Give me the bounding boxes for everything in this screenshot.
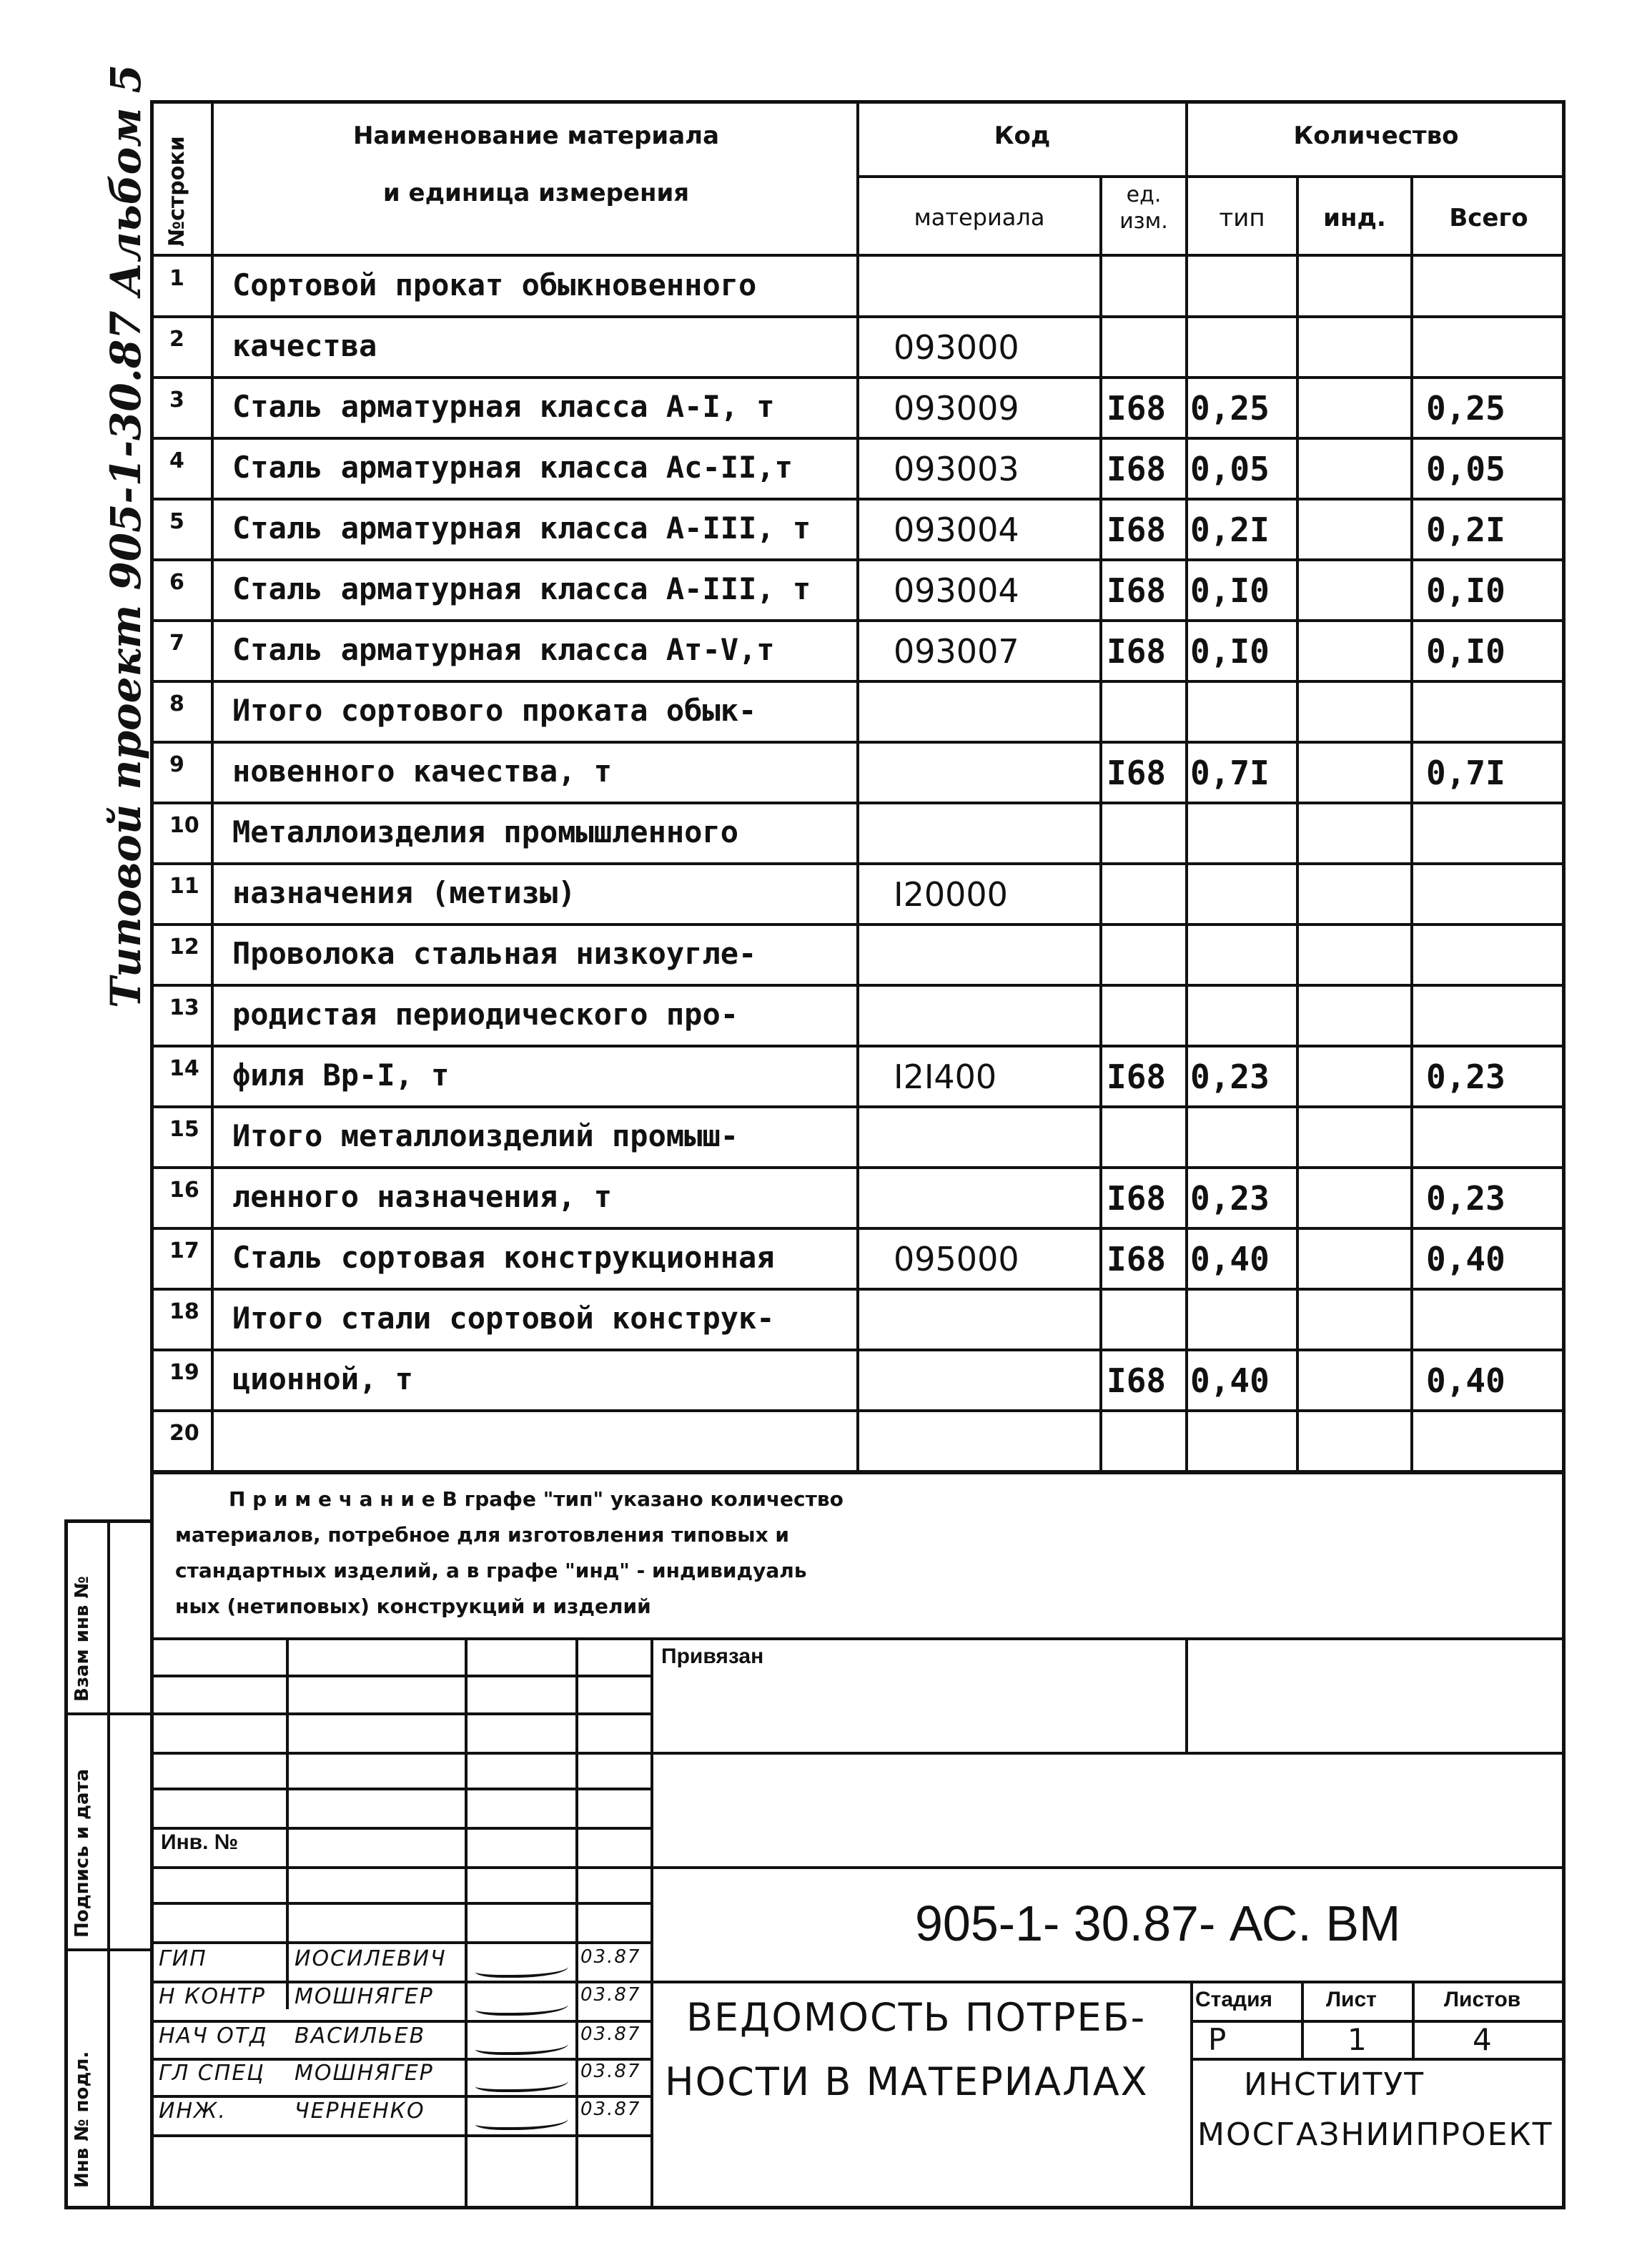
stamp-line-org (1190, 2058, 1566, 2061)
row-divider (150, 376, 1566, 379)
stamp-title-line1: ВЕДОМОСТЬ ПОТРЕБ- (686, 1995, 1147, 2040)
signer-date: 03.87 (580, 1984, 641, 2006)
row-code: 095000 (894, 1240, 1019, 1278)
row-divider (150, 923, 1566, 926)
row-name: ленного назначения, т (232, 1179, 613, 1214)
row-code: 093007 (894, 632, 1019, 671)
row-unit: I68 (1107, 511, 1167, 549)
col-line-2 (856, 100, 859, 1473)
row-total: 0,23 (1426, 1058, 1505, 1096)
row-divider (150, 437, 1566, 440)
stamp-top-line (150, 1637, 1566, 1640)
stamp-line-8 (150, 1941, 651, 1944)
row-type: 0,2I (1190, 511, 1270, 549)
left-strip-signature-date: Подпись и дата (71, 1768, 93, 1938)
row-type: 0,7I (1190, 754, 1270, 792)
row-code: 093003 (894, 450, 1019, 488)
row-code: 093004 (894, 571, 1019, 610)
row-name: Сталь арматурная класса Ас-II,т (232, 450, 793, 485)
header-row-no (152, 100, 212, 254)
signer-name: МОШНЯГЕР (295, 2061, 434, 2086)
row-divider (150, 1227, 1566, 1230)
stamp-sheet-value: 1 (1347, 2022, 1368, 2057)
left-strip-divider (107, 1519, 110, 2209)
row-number: 12 (169, 935, 199, 960)
left-strip-inv-subst: Взам инв № (71, 1576, 93, 1702)
row-unit: I68 (1107, 389, 1167, 428)
row-name: Сталь арматурная класса А-I, т (232, 389, 775, 424)
row-code: 093000 (894, 328, 1019, 367)
row-number: 2 (169, 327, 184, 352)
left-strip-inv-orig: Инв № подл. (71, 2051, 93, 2188)
stamp-line-12 (150, 2095, 651, 2098)
header-row-no-label: №строки (164, 136, 189, 247)
stamp-line-13 (150, 2134, 651, 2137)
stamp-sheet-label: Лист (1326, 1988, 1377, 2011)
row-divider (150, 680, 1566, 683)
row-divider (150, 619, 1566, 622)
left-strip-sep-1 (64, 1712, 150, 1715)
row-number: 6 (169, 570, 184, 595)
signer-name: ИОСИЛЕВИЧ (295, 1946, 447, 1971)
row-type: 0,40 (1190, 1361, 1270, 1400)
note-line1: П р и м е ч а н и е В графе "тип" указано количество (229, 1487, 844, 1511)
stamp-org-line1: ИНСТИТУТ (1244, 2066, 1425, 2103)
note-line3: стандартных изделий, а в графе "инд" - индивидуаль (175, 1559, 807, 1582)
stamp-line-10 (150, 2020, 651, 2023)
header-qty: Количество (1293, 122, 1459, 150)
signer-date: 03.87 (580, 2061, 641, 2082)
row-type: 0,40 (1190, 1240, 1270, 1278)
row-type: 0,25 (1190, 389, 1270, 428)
col-line-6 (1410, 175, 1413, 1473)
row-number: 20 (169, 1421, 199, 1446)
row-total: 0,25 (1426, 389, 1505, 428)
row-total: 0,40 (1426, 1361, 1505, 1400)
note-line4: ных (нетиповых) конструкций и изделий (175, 1594, 651, 1618)
row-name: назначения (метизы) (232, 875, 576, 910)
row-name: Итого металлоизделий промыш- (232, 1118, 739, 1153)
stamp-line-1 (150, 1675, 651, 1677)
row-name: Проволока стальная низкоугле- (232, 936, 757, 971)
signer-role: ГИП (159, 1946, 207, 1971)
side-title: Типовой проект 905-1-30.87 Альбом 5 (102, 64, 150, 1008)
row-divider (150, 862, 1566, 865)
signer-role: Н КОНТР (159, 1984, 266, 2009)
row-name: Сталь арматурная класса А-III, т (232, 571, 811, 606)
row-unit: I68 (1107, 1240, 1167, 1278)
stamp-line-9 (150, 1981, 1566, 1983)
row-divider (150, 1288, 1566, 1291)
header-qty-ind: инд. (1323, 204, 1386, 232)
row-number: 8 (169, 691, 184, 716)
row-total: 0,7I (1426, 754, 1505, 792)
stamp-line-3 (150, 1752, 1566, 1755)
signer-date: 03.87 (580, 1946, 641, 1968)
stamp-line-2 (150, 1712, 651, 1715)
row-code: 093004 (894, 511, 1019, 549)
row-number: 18 (169, 1299, 199, 1324)
row-number: 3 (169, 388, 184, 413)
row-divider (150, 1166, 1566, 1169)
row-type: 0,I0 (1190, 632, 1270, 671)
stamp-vline-e (1185, 1637, 1188, 1752)
header-code-material: материала (914, 204, 1045, 231)
stamp-line-7 (150, 1902, 651, 1905)
row-number: 17 (169, 1238, 199, 1263)
signer-date: 03.87 (580, 2023, 641, 2045)
signer-name: МОШНЯГЕР (295, 1984, 434, 2009)
stamp-org-line2: МОСГАЗНИИПРОЕКТ (1197, 2116, 1553, 2153)
row-type: 0,I0 (1190, 571, 1270, 610)
row-type: 0,23 (1190, 1179, 1270, 1218)
header-sub-line (858, 175, 1566, 178)
row-name: Сортовой прокат обыкновенного (232, 267, 757, 302)
stamp-sheets-label: Листов (1444, 1988, 1521, 2011)
note-line2: материалов, потребное для изготовления типовых и (175, 1523, 789, 1547)
header-code-unit-1: ед. (1126, 182, 1162, 207)
row-unit: I68 (1107, 1179, 1167, 1218)
row-name: Сталь сортовая конструкционная (232, 1240, 775, 1275)
row-total: 0,2I (1426, 511, 1505, 549)
row-name: Сталь арматурная класса Ат-V,т (232, 632, 775, 667)
col-line-4 (1185, 100, 1188, 1473)
signer-role: ГЛ СПЕЦ (159, 2061, 265, 2086)
row-name: Итого стали сортовой конструк- (232, 1301, 775, 1336)
row-number: 7 (169, 631, 184, 656)
row-number: 16 (169, 1178, 199, 1203)
row-unit: I68 (1107, 450, 1167, 488)
header-name-line1: Наименование материала (352, 122, 720, 150)
row-divider (150, 741, 1566, 744)
row-name: новенного качества, т (232, 754, 613, 789)
row-name: Итого сортового проката обык- (232, 693, 757, 728)
row-total: 0,40 (1426, 1240, 1505, 1278)
stamp-vline-f (1190, 1981, 1193, 2209)
row-name: Металлоизделия промышленного (232, 814, 739, 849)
signer-role: ИНЖ. (159, 2099, 227, 2124)
row-total: 0,I0 (1426, 632, 1505, 671)
stamp-privyazan: Привязан (661, 1645, 764, 1668)
stamp-sheets-value: 4 (1473, 2022, 1493, 2057)
stamp-line-5 (150, 1827, 651, 1830)
row-unit: I68 (1107, 754, 1167, 792)
stamp-stage-label: Стадия (1195, 1988, 1273, 2011)
row-divider (150, 1045, 1566, 1047)
header-qty-type: тип (1219, 204, 1265, 232)
col-line-3 (1099, 175, 1102, 1473)
row-divider (150, 1409, 1566, 1412)
stamp-line-4 (150, 1788, 651, 1790)
stamp-vline-d (651, 1637, 653, 2209)
stamp-vline-c (575, 1637, 578, 2209)
row-name: качества (232, 328, 377, 363)
left-strip-sep-2 (64, 1948, 150, 1951)
row-unit: I68 (1107, 1361, 1167, 1400)
table-bottom-line (150, 1471, 1566, 1474)
signer-role: НАЧ ОТД (159, 2023, 268, 2049)
row-name: ционной, т (232, 1361, 413, 1396)
row-number: 4 (169, 448, 184, 473)
row-number: 1 (169, 266, 184, 291)
row-unit: I68 (1107, 632, 1167, 671)
row-divider (150, 1349, 1566, 1351)
header-code: Код (994, 122, 1051, 150)
col-line-1 (211, 100, 214, 1473)
stamp-stage-value: Р (1208, 2022, 1228, 2057)
row-divider (150, 315, 1566, 318)
row-number: 15 (169, 1117, 199, 1142)
row-number: 14 (169, 1056, 199, 1081)
col-line-5 (1296, 175, 1299, 1473)
row-total: 0,I0 (1426, 571, 1505, 610)
stamp-line-6 (150, 1866, 1566, 1869)
row-number: 11 (169, 874, 199, 899)
stamp-inv-no: Инв. № (161, 1830, 239, 1854)
row-name: филя Вр-I, т (232, 1058, 450, 1093)
header-name-line2: и единица измерения (382, 179, 690, 207)
row-type: 0,23 (1190, 1058, 1270, 1096)
row-number: 13 (169, 995, 199, 1020)
stamp-title-line2: НОСТИ В МАТЕРИАЛАХ (665, 2059, 1149, 2104)
row-name: Сталь арматурная класса А-III, т (232, 511, 811, 546)
row-number: 10 (169, 813, 199, 838)
row-code: 093009 (894, 389, 1019, 428)
row-total: 0,05 (1426, 450, 1505, 488)
row-type: 0,05 (1190, 450, 1270, 488)
row-number: 5 (169, 509, 184, 534)
row-divider (150, 498, 1566, 501)
signer-name: ЧЕРНЕНКО (295, 2099, 425, 2124)
row-total: 0,23 (1426, 1179, 1505, 1218)
row-name: родистая периодического про- (232, 997, 739, 1032)
row-code: I20000 (894, 875, 1008, 914)
stamp-doc-code: 905-1- 30.87- АС. ВМ (915, 1896, 1401, 1951)
row-divider (150, 802, 1566, 804)
row-unit: I68 (1107, 1058, 1167, 1096)
row-unit: I68 (1107, 571, 1167, 610)
signer-date: 03.87 (580, 2099, 641, 2120)
row-divider (150, 984, 1566, 987)
row-code: I2I400 (894, 1058, 997, 1096)
row-number: 9 (169, 752, 184, 777)
header-qty-total: Всего (1449, 204, 1528, 232)
row-divider (150, 1105, 1566, 1108)
row-number: 19 (169, 1360, 199, 1385)
stamp-vline-a (286, 1637, 289, 2009)
row-divider (150, 558, 1566, 561)
header-code-unit-2: изм. (1119, 209, 1168, 234)
stamp-vline-b (465, 1637, 468, 2209)
stamp-line-stage (1190, 2020, 1566, 2023)
signer-name: ВАСИЛЬЕВ (295, 2023, 426, 2049)
